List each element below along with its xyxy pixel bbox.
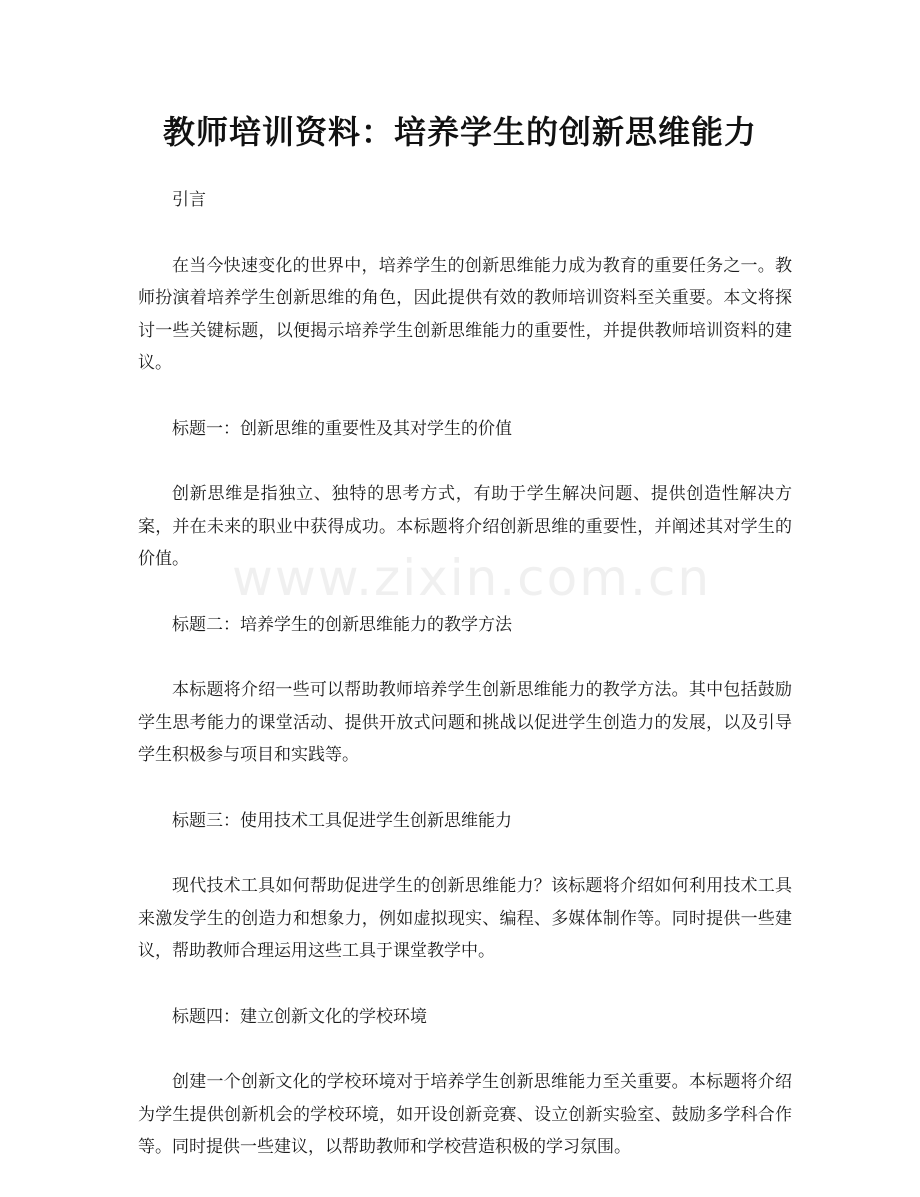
section-1-heading: 标题一：创新思维的重要性及其对学生的价值 [172,418,512,439]
section-2-paragraph: 本标题将介绍一些可以帮助教师培养学生创新思维能力的教学方法。其中包括鼓励学生思考能力的课堂活动、提供开放式问题和挑战以促进学生创造力的发展，以及引导学生积极参与项目和实践等。 [138,680,792,765]
section-3-heading: 标题三：使用技术工具促进学生创新思维能力 [172,810,512,831]
section-3-paragraph: 现代技术工具如何帮助促进学生的创新思维能力？该标题将介绍如何利用技术工具来激发学生的创造力和想象力，例如虚拟现实、编程、多媒体制作等。同时提供一些建议，帮助教师合理运用这些工具于课堂教学中。 [138,876,792,961]
section-1-paragraph: 创新思维是指独立、独特的思考方式，有助于学生解决问题、提供创造性解决方案，并在未来的职业中获得成功。本标题将介绍创新思维的重要性，并阐述其对学生的价值。 [138,484,792,569]
document-body [138,184,792,1197]
section-2-heading: 标题二：培养学生的创新思维能力的教学方法 [172,614,512,635]
section-4-heading: 标题四：建立创新文化的学校环境 [172,1006,427,1027]
section-4-paragraph: 创建一个创新文化的学校环境对于培养学生创新思维能力至关重要。本标题将介绍为学生提供创新机会的学校环境，如开设创新竞赛、设立创新实验室、鼓励多学科合作等。同时提供一些建议，以帮助教师和学校营造积极的学习氛围。 [138,1072,792,1157]
watermark-text: www.zixin.com.cn [232,549,712,607]
intro-heading: 引言 [172,190,206,210]
intro-paragraph: 在当今快速变化的世界中，培养学生的创新思维能力成为教育的重要任务之一。教师扮演着培养学生创新思维的角色，因此提供有效的教师培训资料至关重要。本文将探讨一些关键标题，以便揭示培养学生创新思维能力的重要性，并提供教师培训资料的建议。 [138,255,792,373]
document-title: 教师培训资料：培养学生的创新思维能力 [162,113,757,151]
